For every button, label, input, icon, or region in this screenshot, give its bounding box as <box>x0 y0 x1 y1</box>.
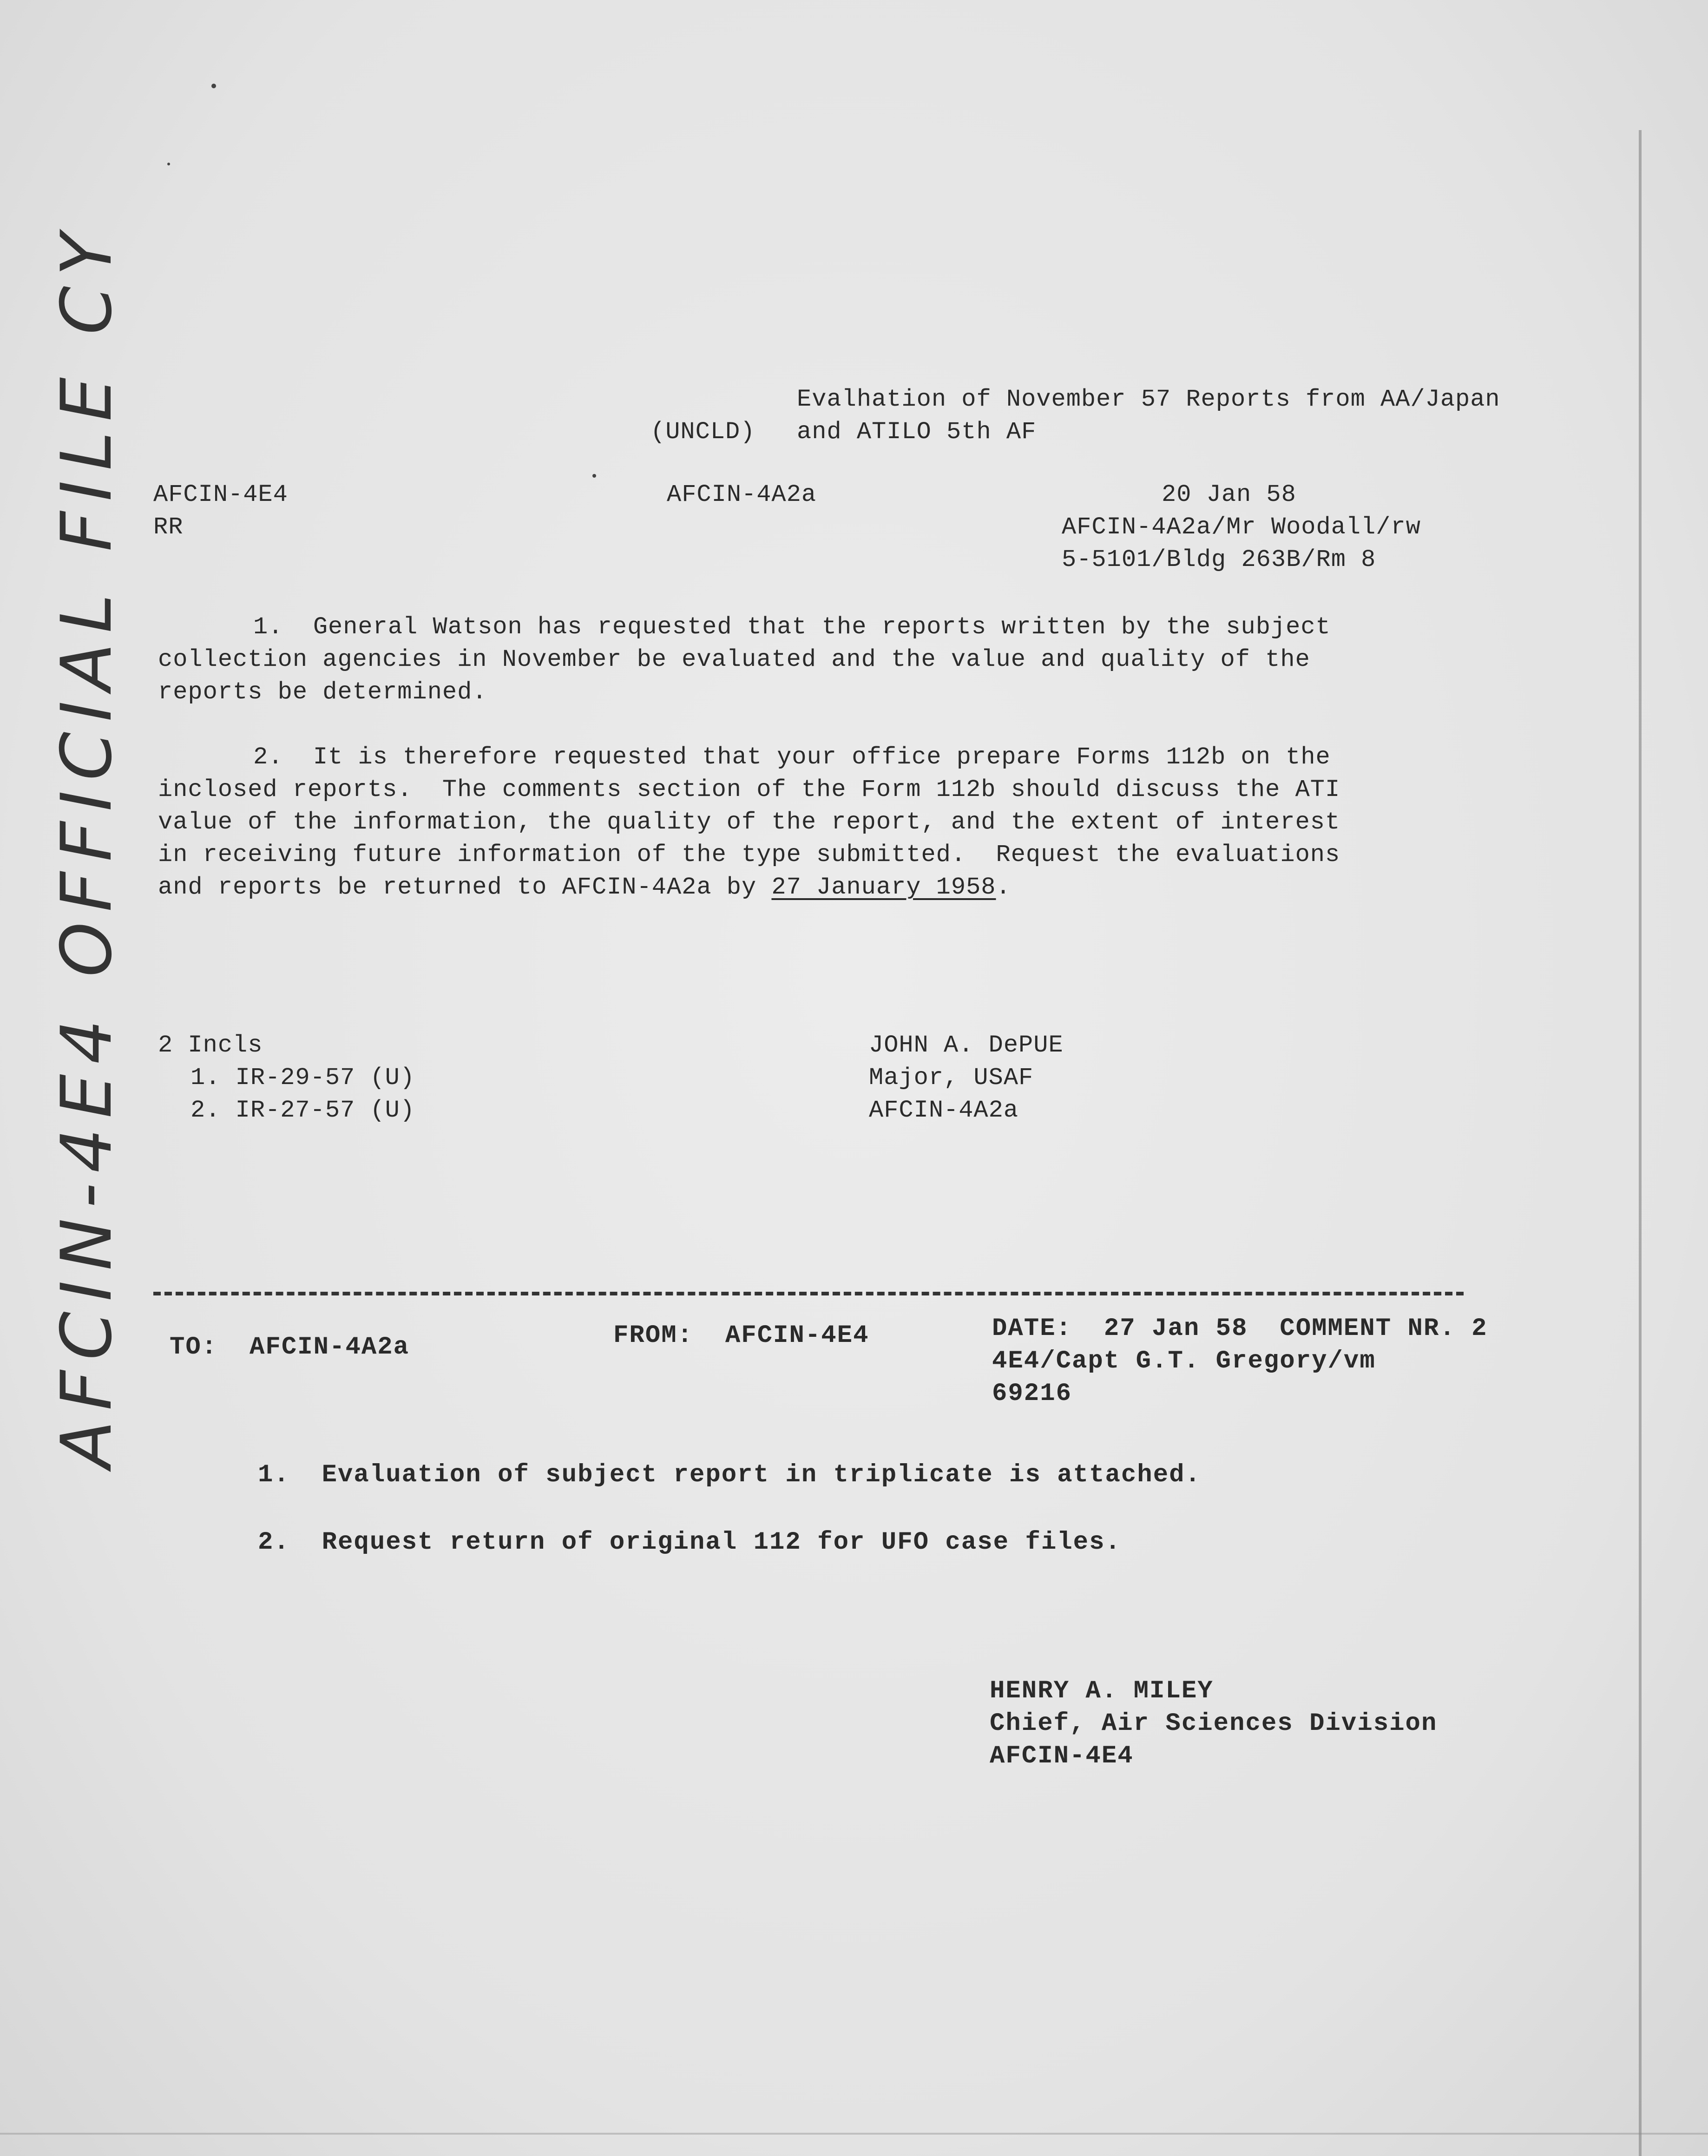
comment-item-2: 2. Request return of original 112 for UFO case files. <box>258 1528 1121 1557</box>
speck-mark <box>211 84 216 88</box>
comment-separator <box>153 1292 1464 1295</box>
para1-line2: collection agencies in November be evaluated and the value and quality of the <box>158 646 1310 673</box>
para2-last-suffix: . <box>996 874 1011 901</box>
para2-line5 <box>158 871 1011 904</box>
enclosure-item-2: 2. IR-27-57 (U) <box>191 1097 415 1124</box>
handwritten-margin-note: AFCIN-4E4 OFFICIAL FILE CY <box>46 223 127 1468</box>
speck-mark <box>592 474 596 478</box>
classification-mark: (UNCLD) <box>650 418 755 446</box>
para2-line2: inclosed reports. The comments section of the Form 112b should discuss the ATI <box>158 776 1340 803</box>
para1-line1: 1. General Watson has requested that the reports written by the subject <box>253 613 1331 641</box>
para2-line4: in receiving future information of the type submitted. Request the evaluations <box>158 841 1340 868</box>
para2-last-prefix: and reports be returned to AFCIN-4A2a by <box>158 874 772 901</box>
enclosure-item-1: 1. IR-29-57 (U) <box>191 1064 415 1091</box>
comment-to: TO: AFCIN-4A2a <box>170 1333 410 1361</box>
comment-from: FROM: AFCIN-4E4 <box>613 1321 869 1350</box>
to-office: AFCIN-4E4 <box>153 481 288 508</box>
enclosures-heading: 2 Incls <box>158 1032 263 1059</box>
comment-phone: 69216 <box>992 1380 1072 1408</box>
para1-line3: reports be determined. <box>158 678 487 706</box>
signer2-title: Chief, Air Sciences Division <box>990 1709 1438 1738</box>
speck-mark <box>167 163 170 165</box>
signer1-rank: Major, USAF <box>869 1064 1034 1091</box>
signer1-office: AFCIN-4A2a <box>869 1097 1019 1124</box>
signer2-office: AFCIN-4E4 <box>990 1742 1134 1770</box>
deadline-date: 27 January 1958 <box>771 874 996 901</box>
memo-date: 20 Jan 58 <box>1162 481 1296 508</box>
comment-originator: 4E4/Capt G.T. Gregory/vm <box>992 1347 1376 1375</box>
subject-line-1: Evalhation of November 57 Reports from AA/Japan <box>797 386 1500 413</box>
subject-line-2: and ATILO 5th AF <box>797 418 1037 446</box>
para2-line3: value of the information, the quality of the report, and the extent of interest <box>158 808 1340 836</box>
comment-item-1: 1. Evaluation of subject report in triplicate is attached. <box>258 1461 1201 1489</box>
page-edge-shadow <box>1639 130 1642 2156</box>
signer1-name: JOHN A. DePUE <box>869 1032 1064 1059</box>
phone-location: 5-5101/Bldg 263B/Rm 8 <box>1062 546 1376 573</box>
page-bottom-edge <box>0 2133 1708 2135</box>
signer2-name: HENRY A. MILEY <box>990 1677 1214 1705</box>
to-sub: RR <box>153 513 184 541</box>
para2-line1: 2. It is therefore requested that your office prepare Forms 112b on the <box>253 743 1331 771</box>
from-office: AFCIN-4A2a <box>667 481 817 508</box>
originator: AFCIN-4A2a/Mr Woodall/rw <box>1062 513 1421 541</box>
comment-date-line: DATE: 27 Jan 58 COMMENT NR. 2 <box>992 1315 1488 1343</box>
